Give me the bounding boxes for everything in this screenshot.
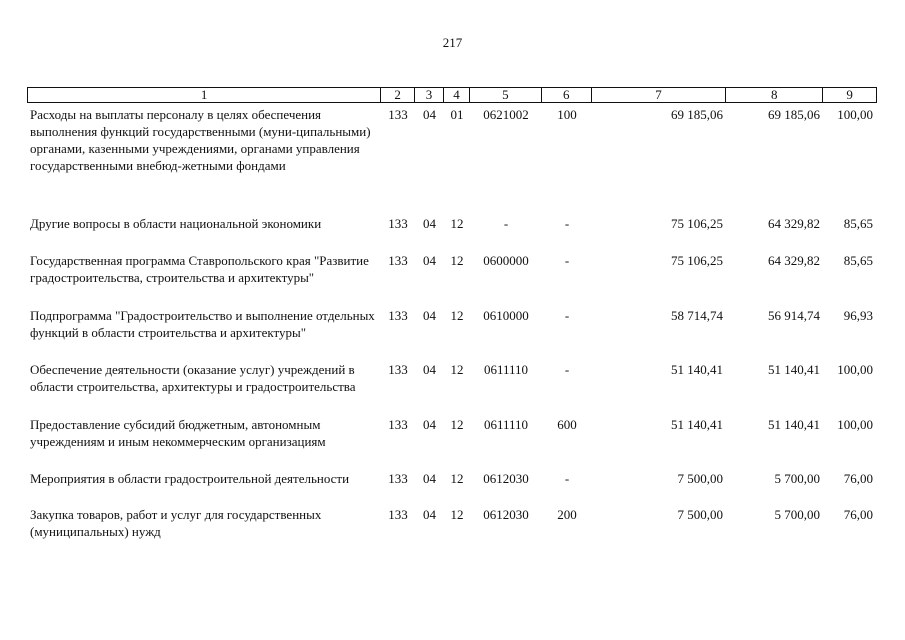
row-col-2: 133 bbox=[388, 507, 408, 522]
row-col-4: 12 bbox=[450, 253, 464, 268]
row-col-6: 100 bbox=[557, 107, 577, 122]
row-col-5: 0612030 bbox=[483, 471, 529, 486]
row-name: Государственная программа Ставропольского края "Развитие градостроительства, строительства и архитектуры" bbox=[30, 253, 369, 285]
row-col-7: 51 140,41 bbox=[671, 362, 723, 377]
table-row bbox=[27, 307, 877, 341]
row-col-4: 12 bbox=[450, 308, 464, 323]
header-col-9: 9 bbox=[846, 87, 853, 102]
row-col-3: 04 bbox=[423, 507, 436, 522]
header-col-3: 3 bbox=[415, 88, 444, 102]
header-col-1: 1 bbox=[28, 88, 381, 102]
row-col-6: - bbox=[564, 216, 570, 231]
row-col-3: 04 bbox=[423, 253, 436, 268]
row-col-3: 04 bbox=[423, 471, 436, 486]
table-row bbox=[27, 215, 877, 232]
row-col-8: 5 700,00 bbox=[774, 471, 820, 486]
row-col-2: 133 bbox=[388, 362, 408, 377]
row-col-4: 12 bbox=[450, 362, 464, 377]
row-col-3: 04 bbox=[423, 362, 436, 377]
row-col-6: - bbox=[564, 253, 570, 268]
row-col-4: 12 bbox=[450, 216, 464, 231]
row-col-9: 100,00 bbox=[837, 362, 873, 377]
row-col-4: 12 bbox=[450, 507, 464, 522]
row-col-8: 64 329,82 bbox=[768, 216, 820, 231]
row-col-2: 133 bbox=[388, 216, 408, 231]
row-col-2: 133 bbox=[388, 253, 408, 268]
row-col-8: 5 700,00 bbox=[774, 507, 820, 522]
row-col-5: 0611110 bbox=[483, 417, 529, 432]
row-col-5: 0611110 bbox=[483, 362, 529, 377]
row-col-3: 04 bbox=[423, 107, 436, 122]
header-col-2: 2 bbox=[381, 88, 415, 102]
row-col-9: 76,00 bbox=[843, 471, 873, 486]
row-name: Мероприятия в области градостроительной деятельности bbox=[30, 471, 350, 486]
row-col-4: 12 bbox=[450, 471, 464, 486]
table-header bbox=[27, 87, 877, 103]
header-col-6: 6 bbox=[542, 88, 592, 102]
header-col-8: 8 bbox=[726, 88, 823, 102]
row-col-9: 96,93 bbox=[843, 308, 873, 323]
row-name: Предоставление субсидий бюджетным, автономным учреждениям и иным некоммерческим организациям bbox=[30, 417, 326, 449]
row-col-7: 75 106,25 bbox=[671, 253, 723, 268]
table-row bbox=[27, 470, 877, 487]
row-col-7: 69 185,06 bbox=[671, 107, 723, 122]
row-col-3: 04 bbox=[423, 216, 436, 231]
row-col-2: 133 bbox=[388, 308, 408, 323]
row-col-9: 76,00 bbox=[843, 507, 873, 522]
row-col-8: 64 329,82 bbox=[768, 253, 820, 268]
row-col-8: 56 914,74 bbox=[768, 308, 820, 323]
row-col-6: - bbox=[564, 308, 570, 323]
row-name: Обеспечение деятельности (оказание услуг) учреждений в области строительства, архитектуры и градостроительства bbox=[30, 362, 356, 394]
row-col-5: - bbox=[503, 216, 509, 231]
row-col-5: 0600000 bbox=[483, 253, 529, 268]
table-row bbox=[27, 506, 877, 540]
row-name: Закупка товаров, работ и услуг для государственных (муниципальных) нужд bbox=[30, 507, 322, 539]
row-col-3: 04 bbox=[423, 417, 436, 432]
table-row bbox=[27, 416, 877, 450]
row-col-7: 7 500,00 bbox=[677, 471, 723, 486]
row-col-9: 85,65 bbox=[843, 216, 873, 231]
row-col-7: 7 500,00 bbox=[677, 507, 723, 522]
row-col-8: 51 140,41 bbox=[768, 362, 820, 377]
row-col-2: 133 bbox=[388, 107, 408, 122]
row-col-7: 51 140,41 bbox=[671, 417, 723, 432]
row-col-6: - bbox=[564, 471, 570, 486]
row-col-9: 100,00 bbox=[837, 107, 873, 122]
row-col-9: 85,65 bbox=[843, 253, 873, 268]
row-col-3: 04 bbox=[423, 308, 436, 323]
row-col-4: 01 bbox=[450, 107, 464, 122]
table-row bbox=[27, 106, 877, 174]
row-col-2: 133 bbox=[388, 471, 408, 486]
page-number: 217 bbox=[442, 35, 463, 50]
row-col-9: 100,00 bbox=[837, 417, 873, 432]
row-col-8: 69 185,06 bbox=[768, 107, 820, 122]
row-col-4: 12 bbox=[450, 417, 464, 432]
row-col-6: 600 bbox=[557, 417, 577, 432]
row-col-5: 0610000 bbox=[483, 308, 529, 323]
row-name: Подпрограмма "Градостроительство и выполнение отдельных функций в области строительства и архитектуры" bbox=[30, 308, 375, 340]
row-col-8: 51 140,41 bbox=[768, 417, 820, 432]
row-col-5: 0612030 bbox=[483, 507, 529, 522]
header-col-7: 7 bbox=[592, 88, 727, 102]
row-col-7: 58 714,74 bbox=[671, 308, 723, 323]
row-col-6: - bbox=[564, 362, 570, 377]
row-col-5: 0621002 bbox=[483, 107, 529, 122]
header-col-4: 4 bbox=[444, 88, 470, 102]
row-name: Расходы на выплаты персоналу в целях обеспечения выполнения функций государственными (муни-ципальными) органами, казенными учреждениями, органами управления государственными внебюд-жетными фондами bbox=[30, 107, 371, 173]
table-row bbox=[27, 252, 877, 286]
header-col-5: 5 bbox=[470, 88, 542, 102]
row-name: Другие вопросы в области национальной экономики bbox=[30, 216, 322, 231]
row-col-7: 75 106,25 bbox=[671, 216, 723, 231]
row-col-6: 200 bbox=[557, 507, 577, 522]
row-col-2: 133 bbox=[388, 417, 408, 432]
table-row bbox=[27, 361, 877, 395]
